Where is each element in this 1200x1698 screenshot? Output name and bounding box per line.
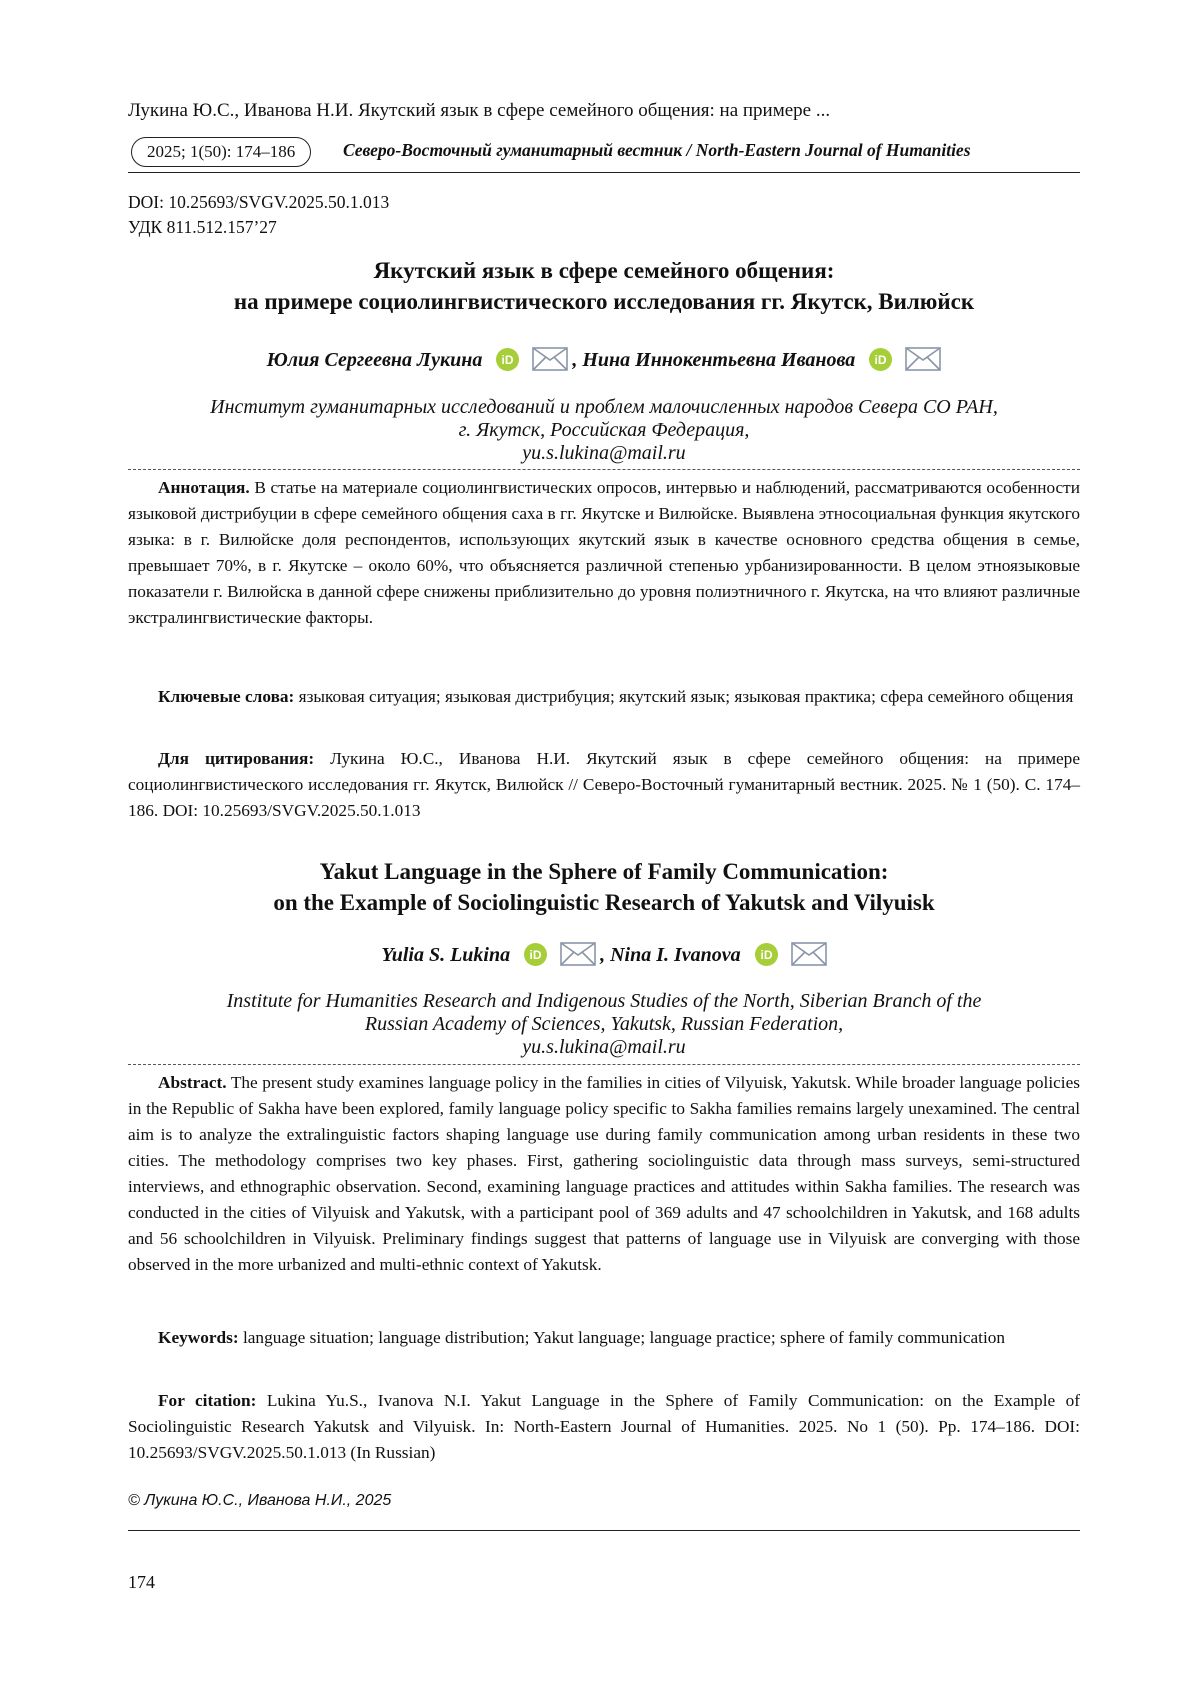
en-citation-label: For citation: xyxy=(158,1391,257,1410)
ru-title-line-1: Якутский язык в сфере семейного общения: xyxy=(373,258,835,283)
en-keywords xyxy=(128,1325,1080,1351)
en-keywords-text: language situation; language distribution; Yakut language; language practice; sphere of family communication xyxy=(238,1328,1006,1347)
ru-title xyxy=(128,255,1080,317)
ru-affiliation xyxy=(128,396,1080,465)
svg-text:iD: iD xyxy=(501,353,514,367)
ru-affiliation-line-1: Институт гуманитарных исследований и проблем малочисленных народов Севера СО РАН, xyxy=(210,396,998,418)
ru-author-2: Нина Иннокентьевна Иванова xyxy=(582,349,856,371)
mail-icon[interactable] xyxy=(905,347,941,377)
en-author-1: Yulia S. Lukina xyxy=(381,944,511,966)
en-authors xyxy=(128,942,1080,972)
en-citation xyxy=(128,1388,1080,1466)
ru-citation-text: Лукина Ю.С., Иванова Н.И. Якутский язык в сфере семейного общения: на примере социолингвистического исследования гг. Якутск, Вилюйск // Северо-Восточный гуманитарный вестник. 2025. № 1 (50). С. 174–186. DOI: 10.25693/SVGV.2025.50.1.013 xyxy=(128,749,1080,820)
en-abstract-label: Abstract. xyxy=(158,1073,227,1092)
ru-citation-label: Для цитирования: xyxy=(158,749,315,768)
en-title-line-2: on the Example of Sociolinguistic Research of Yakutsk and Vilyuisk xyxy=(273,890,935,915)
en-affiliation xyxy=(128,990,1080,1059)
en-affiliation-line-2: Russian Academy of Sciences, Yakutsk, Russian Federation, xyxy=(364,1013,844,1035)
ru-authors xyxy=(128,347,1080,377)
orcid-icon[interactable] xyxy=(869,348,892,377)
copyright: © Лукина Ю.С., Иванова Н.И., 2025 xyxy=(128,1492,392,1509)
en-citation-text: Lukina Yu.S., Ivanova N.I. Yakut Language in the Sphere of Family Communication: on the Example of Sociolinguistic Research Yakutsk and Vilyuisk. In: North-Eastern Journal of Humanities. 2025. No 1 (50). Pp. 174–186. DOI: 10.25693/SVGV.2025.50.1.013 (In Russian) xyxy=(128,1391,1080,1462)
en-email[interactable]: yu.s.lukina@mail.ru xyxy=(522,1036,686,1058)
article-page xyxy=(128,0,1080,1698)
en-author-separator: , xyxy=(600,944,606,966)
issue-badge: 2025; 1(50): 174–186 xyxy=(131,137,311,167)
svg-text:iD: iD xyxy=(529,948,542,962)
journal-name: Северо-Восточный гуманитарный вестник / North-Eastern Journal of Humanities xyxy=(343,140,971,160)
footer-rule xyxy=(128,1530,1080,1531)
ru-keywords xyxy=(128,684,1080,710)
en-abstract-text: The present study examines language policy in the families in cities of Vilyuisk, Yakutsk. While broader language policies in the Republic of Sakha have been explored, family language policy specific to Sakha families remains largely unexamined. The central aim is to analyze the extralinguistic factors shaping language use during family communication among urban residents in these two cities. The methodology comprises two key phases. First, gathering sociolinguistic data through mass surveys, semi-structured interviews, and ethnographic observation. Second, examining language practices and attitudes within Sakha families. The research was conducted in the cities of Vilyuisk and Yakutsk, with a participant pool of 369 adults and 47 schoolchildren in Yakutsk, and 168 adults and 56 schoolchildren in Vilyuisk. Preliminary findings suggest that patterns of language use in Vilyuisk are converging with those observed in the more urbanized and multi-ethnic context of Yakutsk. xyxy=(128,1073,1080,1274)
ru-abstract-label: Аннотация. xyxy=(158,478,250,497)
ru-email[interactable]: yu.s.lukina@mail.ru xyxy=(522,442,686,464)
journal-row xyxy=(128,137,1080,171)
ru-citation xyxy=(128,746,1080,824)
ru-abstract-text: В статье на материале социолингвистических опросов, интервью и наблюдений, рассматриваются особенности языковой дистрибуции в сфере семейного общения саха в гг. Якутске и Вилюйске. Выявлена этносоциальная функция якутского языка: в г. Вилюйске доля респондентов, использующих якутский язык в качестве основного средства общения в семье, превышает 70%, в г. Якутске – около 60%, что объясняется различной степенью урбанизированности. В целом этноязыковые показатели г. Вилюйска в данной сфере снижены приблизительно до уровня полиэтничного г. Якутска, на что влияют различные экстралингвистические факторы. xyxy=(128,478,1080,627)
mail-icon[interactable] xyxy=(532,347,568,377)
en-title-line-1: Yakut Language in the Sphere of Family Communication: xyxy=(319,859,889,884)
en-dashed-divider xyxy=(128,1064,1080,1065)
ru-author-separator: , xyxy=(572,349,578,371)
udk: УДК 811.512.157’27 xyxy=(128,217,277,237)
mail-icon[interactable] xyxy=(791,942,827,972)
ru-dashed-divider xyxy=(128,469,1080,470)
ru-author-1: Юлия Сергеевна Лукина xyxy=(266,349,483,371)
page-number: 174 xyxy=(128,1572,155,1592)
ru-keywords-text: языковая ситуация; языковая дистрибуция; якутский язык; языковая практика; сфера семейного общения xyxy=(294,687,1074,706)
ru-keywords-label: Ключевые слова: xyxy=(158,687,295,706)
running-head: Лукина Ю.С., Иванова Н.И. Якутский язык в сфере семейного общения: на примере ... xyxy=(128,100,831,121)
ru-abstract xyxy=(128,475,1080,631)
mail-icon[interactable] xyxy=(560,942,596,972)
svg-text:iD: iD xyxy=(874,353,887,367)
orcid-icon[interactable] xyxy=(524,943,547,972)
ru-title-line-2: на примере социолингвистического исследования гг. Якутск, Вилюйск xyxy=(233,289,975,314)
orcid-icon[interactable] xyxy=(496,348,519,377)
en-keywords-label: Keywords: xyxy=(158,1328,239,1347)
ru-affiliation-line-2: г. Якутск, Российская Федерация, xyxy=(458,419,750,441)
en-author-2: Nina I. Ivanova xyxy=(610,944,741,966)
en-abstract xyxy=(128,1070,1080,1278)
orcid-icon[interactable] xyxy=(755,943,778,972)
en-affiliation-line-1: Institute for Humanities Research and Indigenous Studies of the North, Siberian Branch of the xyxy=(226,990,982,1012)
en-title xyxy=(128,856,1080,918)
svg-text:iD: iD xyxy=(760,948,773,962)
doi[interactable]: DOI: 10.25693/SVGV.2025.50.1.013 xyxy=(128,192,390,212)
header-rule xyxy=(128,172,1080,173)
